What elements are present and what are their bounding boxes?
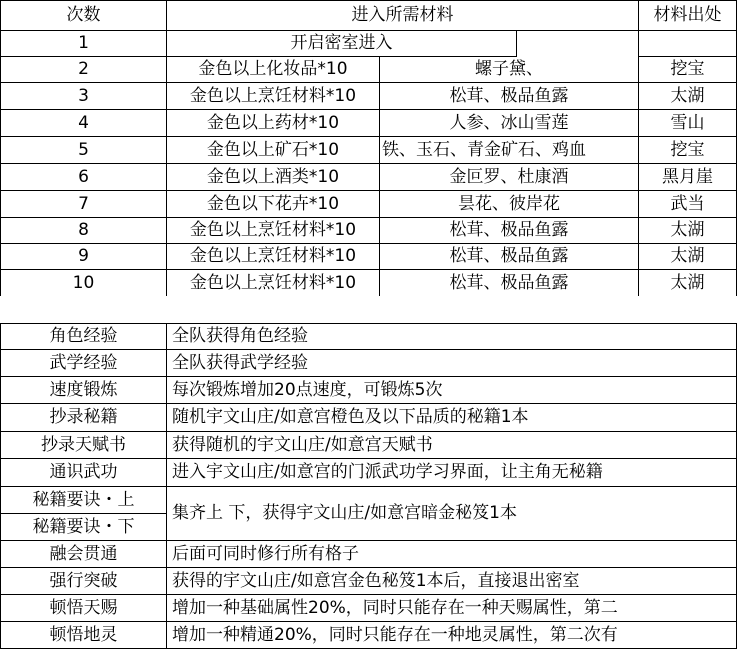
requirement-cell: 开启密室进入	[167, 31, 517, 57]
source-cell: 黑月崖	[639, 164, 737, 191]
items-cell	[517, 31, 639, 57]
items-cell: 松茸、极品鱼露	[380, 270, 639, 297]
requirement-cell: 金色以上烹饪材料*10	[167, 83, 380, 110]
items-cell: 金叵罗、杜康酒	[380, 164, 639, 191]
feature-desc: 随机宇文山庄/如意宫橙色及以下品质的秘籍1本	[167, 404, 737, 432]
feature-name: 秘籍要诀・上	[0, 487, 167, 514]
blank-row-gap	[0, 296, 737, 324]
row-number: 8	[0, 218, 167, 244]
requirement-cell: 金色以上烹饪材料*10	[167, 244, 380, 270]
feature-name: 顿悟天赐	[0, 595, 167, 622]
source-cell: 挖宝	[639, 57, 737, 83]
feature-desc: 每次锻炼增加20点速度，可锻炼5次	[167, 377, 737, 404]
source-cell	[639, 31, 737, 57]
feature-desc: 获得随机的宇文山庄/如意宫天赋书	[167, 432, 737, 459]
feature-name: 抄录秘籍	[0, 404, 167, 432]
source-cell: 太湖	[639, 244, 737, 270]
requirement-cell: 金色以上药材*10	[167, 110, 380, 137]
header-count: 次数	[0, 0, 167, 31]
items-cell: 松茸、极品鱼露	[380, 244, 639, 270]
requirement-cell: 金色以上酒类*10	[167, 164, 380, 191]
requirement-cell: 金色以上烹饪材料*10	[167, 270, 380, 297]
source-cell: 太湖	[639, 270, 737, 297]
source-cell: 武当	[639, 191, 737, 218]
items-cell: 松茸、极品鱼露	[380, 83, 639, 110]
source-cell: 雪山	[639, 110, 737, 137]
source-cell: 太湖	[639, 218, 737, 244]
feature-name: 速度锻炼	[0, 377, 167, 404]
feature-desc-merged: 集齐上 下，获得宇文山庄/如意宫暗金秘笈1本	[167, 487, 737, 541]
header-source: 材料出处	[639, 0, 737, 31]
items-cell: 昙花、彼岸花	[380, 191, 639, 218]
row-number: 7	[0, 191, 167, 218]
requirement-cell: 金色以上烹饪材料*10	[167, 218, 380, 244]
requirement-cell: 金色以下花卉*10	[167, 191, 380, 218]
feature-name: 融会贯通	[0, 541, 167, 568]
feature-name: 武学经验	[0, 350, 167, 377]
source-cell: 挖宝	[639, 137, 737, 164]
items-cell: 铁、玉石、青金矿石、鸡血	[380, 137, 639, 164]
feature-name: 顿悟地灵	[0, 622, 167, 649]
row-number: 5	[0, 137, 167, 164]
feature-name: 强行突破	[0, 568, 167, 595]
row-number: 2	[0, 57, 167, 83]
items-cell: 松茸、极品鱼露	[380, 218, 639, 244]
items-cell: 螺子黛、	[380, 57, 639, 83]
feature-name: 角色经验	[0, 323, 167, 350]
feature-name: 通识武功	[0, 459, 167, 487]
feature-desc: 后面可同时修行所有格子	[167, 541, 737, 568]
feature-desc: 全队获得武学经验	[167, 350, 737, 377]
row-number: 1	[0, 31, 167, 57]
header-materials: 进入所需材料	[167, 0, 639, 31]
row-number: 6	[0, 164, 167, 191]
row-number: 9	[0, 244, 167, 270]
feature-desc: 进入宇文山庄/如意宫的门派武功学习界面，让主角无秘籍	[167, 459, 737, 487]
feature-desc: 增加一种基础属性20%，同时只能存在一种天赐属性，第二	[167, 595, 737, 622]
requirement-cell: 金色以上化妆品*10	[167, 57, 380, 83]
row-number: 10	[0, 270, 167, 297]
source-cell: 太湖	[639, 83, 737, 110]
row-number: 3	[0, 83, 167, 110]
feature-desc: 获得的宇文山庄/如意宫金色秘笈1本后，直接退出密室	[167, 568, 737, 595]
feature-name: 秘籍要诀・下	[0, 514, 167, 541]
feature-desc: 增加一种精通20%，同时只能存在一种地灵属性，第二次有	[167, 622, 737, 649]
requirement-cell: 金色以上矿石*10	[167, 137, 380, 164]
items-cell: 人参、冰山雪莲	[380, 110, 639, 137]
row-number: 4	[0, 110, 167, 137]
feature-name: 抄录天赋书	[0, 432, 167, 459]
feature-desc: 全队获得角色经验	[167, 323, 737, 350]
